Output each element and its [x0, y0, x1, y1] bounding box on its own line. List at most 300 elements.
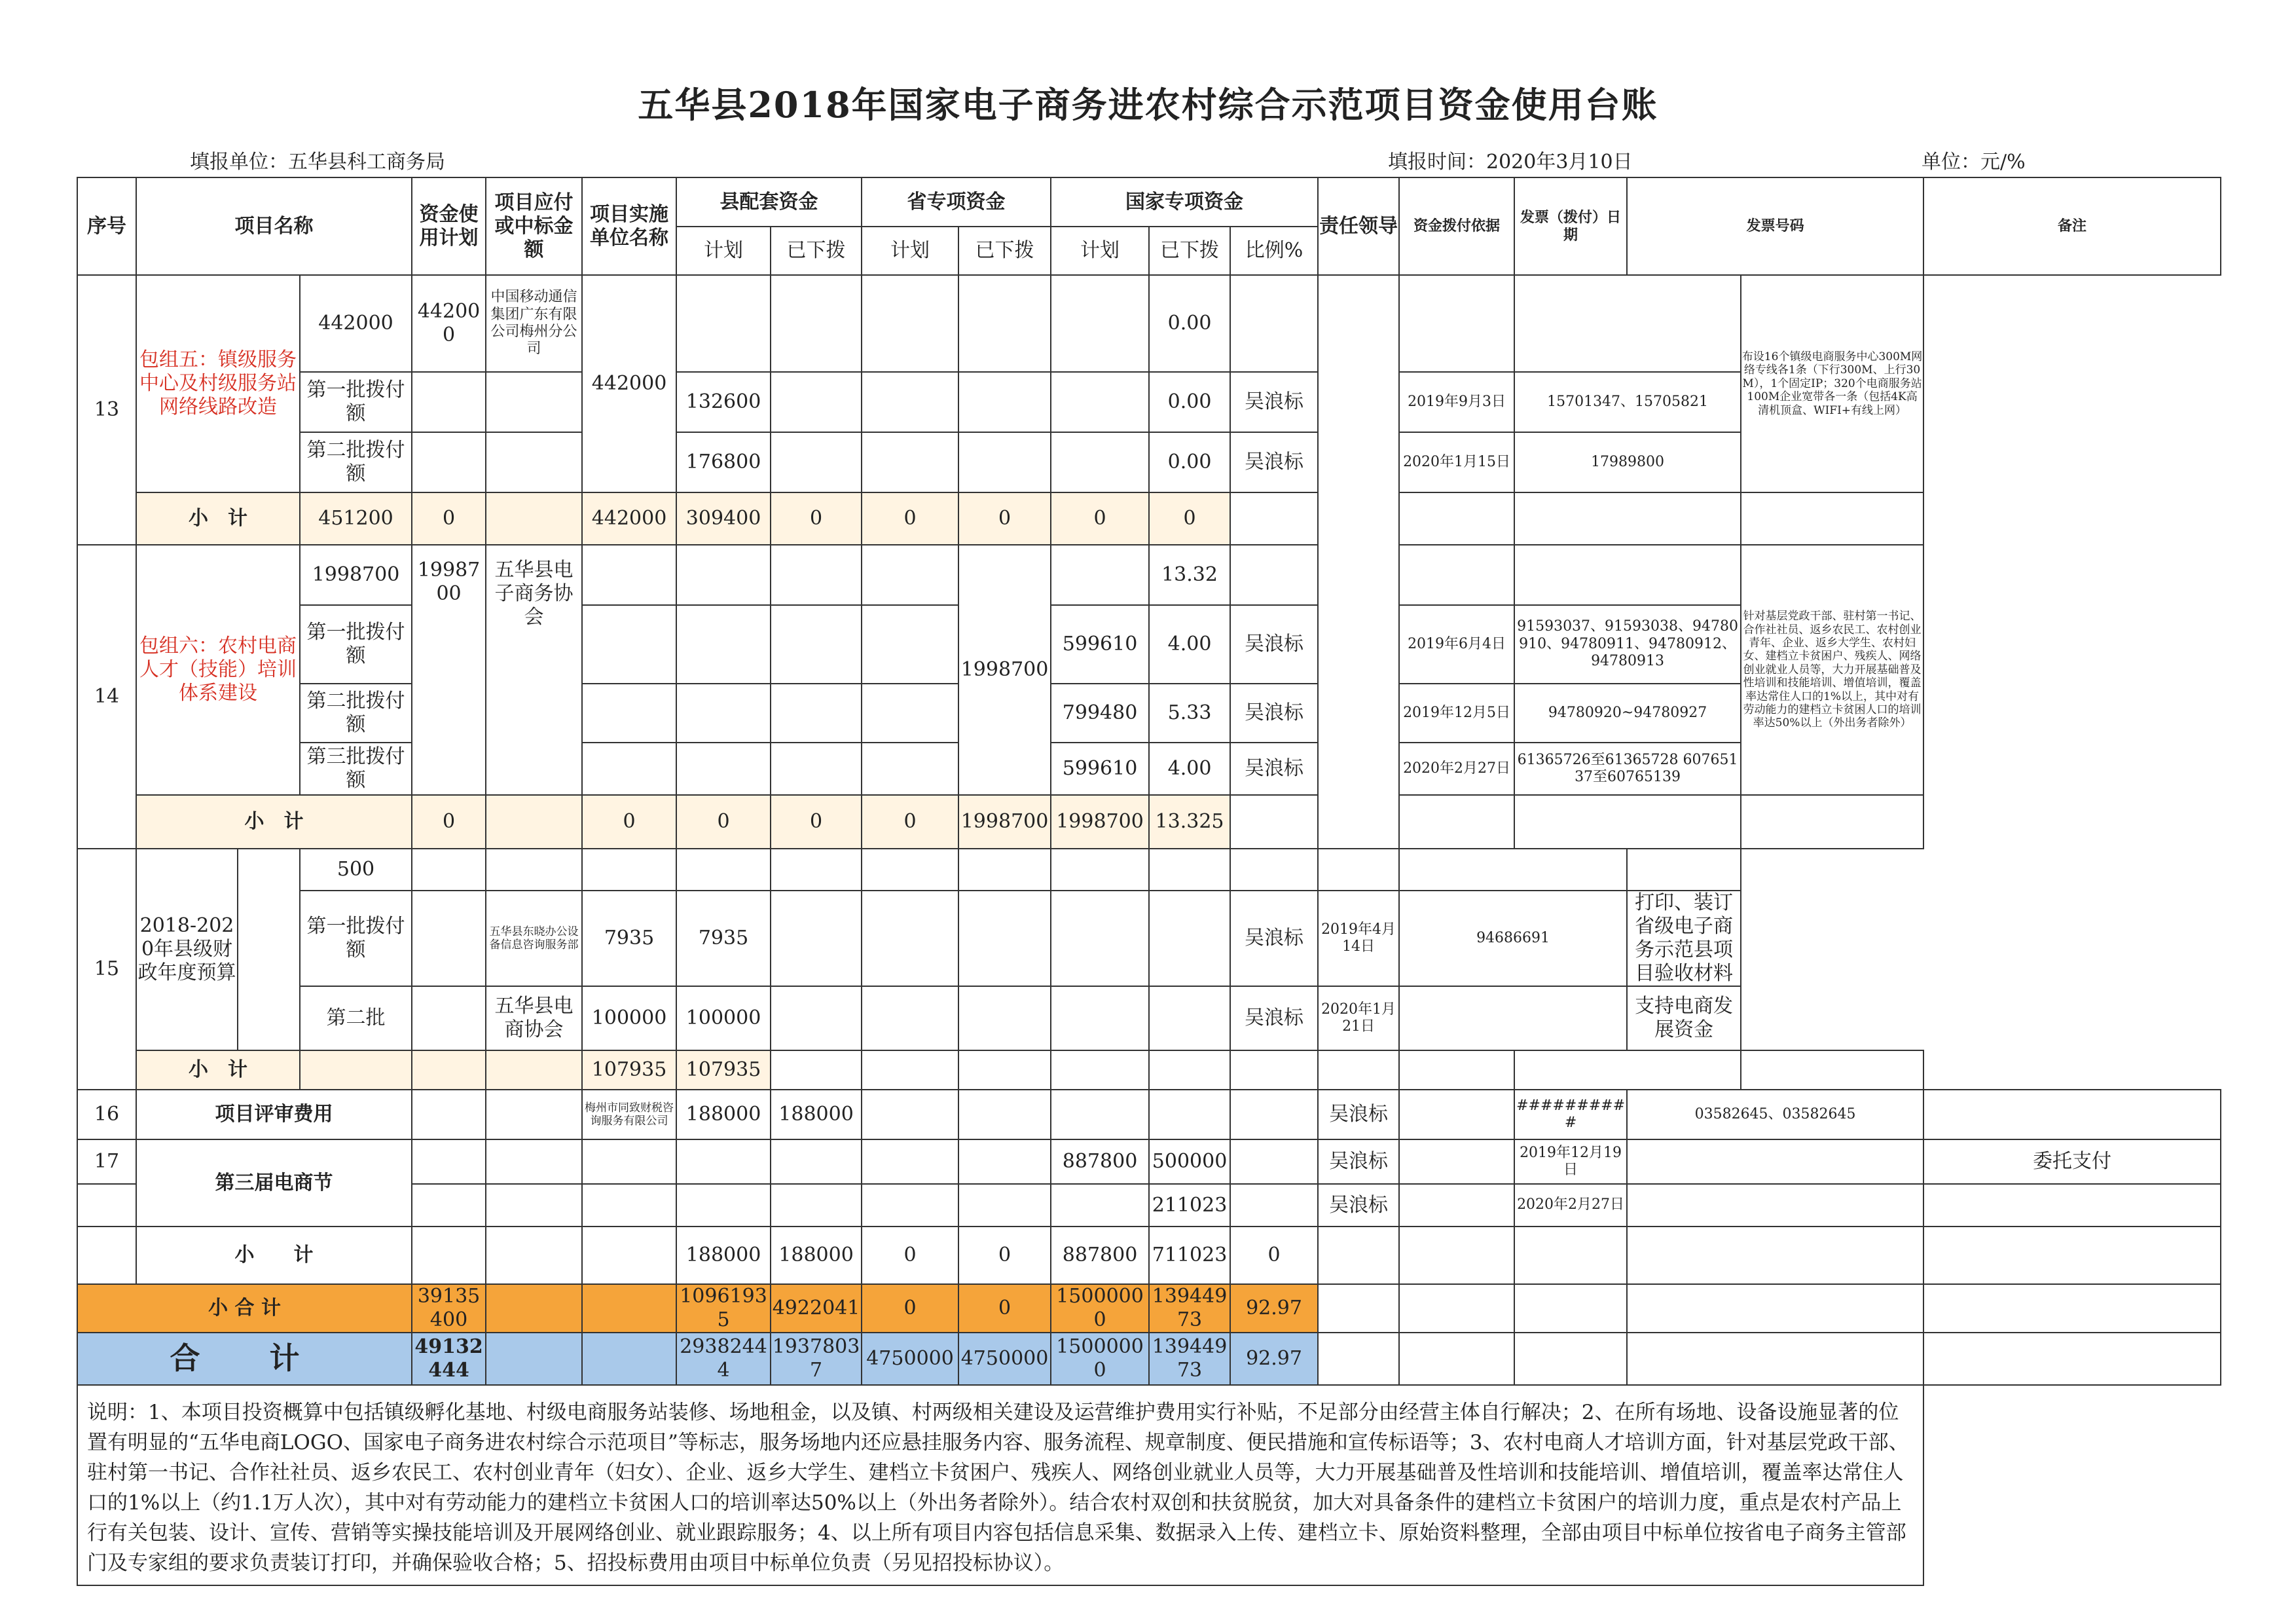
subtotal-16-17-county-alloc: 188000 — [771, 1227, 862, 1284]
header-national: 国家专项资金 — [1051, 177, 1318, 227]
project-14-subtotal-nat-plan: 1998700 — [958, 795, 1051, 849]
project-13-subtotal-prov-alloc: 0 — [862, 492, 958, 545]
project-14-r3-ratio: 5.33 — [1149, 684, 1230, 743]
project-14-remark: 针对基层党政干部、驻村第一书记、合作社社员、返乡农民工、农村创业青年、企业、返乡大学生、农村妇女、建档立卡贫困户、残疾人、网络创业就业人员等，大力开展基础普及性培训和技能培训、增值培训，覆盖率达常住人口的1%以上，其中对有劳动能力的建档立卡贫困人口的培训率达50%以上（外出务者除外） — [1741, 545, 1923, 795]
project-15-subtotal-county-plan: 107935 — [582, 1050, 676, 1090]
grand-subtotal-prov-alloc: 0 — [958, 1284, 1051, 1333]
cell — [676, 743, 771, 795]
cell — [862, 432, 958, 492]
cell — [862, 986, 958, 1050]
cell — [1627, 1284, 1923, 1333]
cell — [486, 795, 582, 849]
cell — [1399, 849, 1627, 891]
project-13-subtotal-contract: 0 — [412, 492, 486, 545]
project-13-subtotal-county-plan: 442000 — [582, 492, 676, 545]
cell — [1514, 492, 1741, 545]
project-14-r2-date: 2019年6月4日 — [1399, 605, 1514, 684]
project-15-r2-county-alloc: 7935 — [676, 891, 771, 986]
project-14-r3-alloc: 799480 — [1051, 684, 1149, 743]
cell — [1051, 1050, 1149, 1090]
project-14-r3-label: 第二批拨付额 — [300, 684, 412, 743]
project-13-subtotal-nat-plan: 0 — [958, 492, 1051, 545]
cell — [1051, 275, 1149, 372]
fill-unit: 填报单位：五华县科工商务局 — [190, 151, 445, 174]
project-14-impl: 五华县电子商务协会 — [486, 545, 582, 795]
grand-subtotal-nat-plan: 15000000 — [1051, 1284, 1149, 1333]
subtotal-16-17-prov-plan: 0 — [862, 1227, 958, 1284]
cell — [1514, 1284, 1627, 1333]
cell — [412, 1184, 486, 1227]
cell — [1514, 795, 1741, 849]
cell — [1627, 849, 1741, 891]
funding-basis-cell — [1318, 275, 1399, 849]
cell — [1051, 545, 1149, 605]
cell — [582, 1284, 676, 1333]
cell — [862, 605, 958, 684]
project-14-r2-label: 第一批拨付额 — [300, 605, 412, 684]
cell — [486, 1050, 582, 1090]
cell — [1230, 1139, 1318, 1184]
project-15-r3-label: 第二批 — [300, 986, 412, 1050]
cell — [1318, 1333, 1399, 1385]
project-15-r3-leader: 吴浪标 — [1230, 986, 1318, 1050]
project-14-subtotal-prov-plan: 0 — [771, 795, 862, 849]
cell — [412, 1227, 486, 1284]
cell — [862, 891, 958, 986]
cell — [582, 743, 676, 795]
project-17-seq: 17 — [77, 1139, 136, 1184]
project-14-r4-invoice: 61365726至61365728 60765137至60765139 — [1514, 743, 1741, 795]
cell — [486, 432, 582, 492]
project-14-subtotal-county-plan: 0 — [582, 795, 676, 849]
project-13-subtotal-plan: 451200 — [300, 492, 412, 545]
cell — [1051, 891, 1149, 986]
page-title: 五华县2018年国家电子商务进农村综合示范项目资金使用台账 — [638, 84, 1658, 126]
project-13-seq: 13 — [77, 275, 136, 545]
header-province-alloc: 已下拨 — [958, 227, 1051, 275]
cell — [1318, 1050, 1399, 1090]
cell — [862, 275, 958, 372]
project-15-r3-impl: 五华县电商协会 — [486, 986, 582, 1050]
cell — [77, 1184, 136, 1227]
cell — [486, 1333, 582, 1385]
header-national-alloc: 已下拨 — [1149, 227, 1230, 275]
cell — [771, 849, 862, 891]
project-13-r2-ratio: 0.00 — [1149, 372, 1230, 432]
cell — [1230, 492, 1318, 545]
header-seq: 序号 — [77, 177, 136, 275]
cell — [412, 1050, 486, 1090]
cell — [486, 1284, 582, 1333]
cell — [1051, 372, 1149, 432]
unit-label: 单位：元/% — [1922, 151, 2026, 174]
cell — [1923, 1090, 2221, 1139]
project-13-r2-date: 2019年9月3日 — [1399, 372, 1514, 432]
cell — [412, 372, 486, 432]
cell — [1051, 849, 1149, 891]
cell — [1627, 1139, 1923, 1184]
project-14-r2-alloc: 599610 — [1051, 605, 1149, 684]
cell — [1923, 1227, 2221, 1284]
cell — [862, 1090, 958, 1139]
project-14-r3-leader: 吴浪标 — [1230, 684, 1318, 743]
project-13-ratio: 0.00 — [1149, 275, 1230, 372]
cell — [1741, 492, 1923, 545]
project-15-r2-date: 2019年4月14日 — [1318, 891, 1399, 986]
project-15-r2-impl: 五华县东晓办公设备信息咨询服务部 — [486, 891, 582, 986]
cell — [958, 432, 1051, 492]
cell — [1051, 432, 1149, 492]
project-14-subtotal-nat-alloc: 1998700 — [1051, 795, 1149, 849]
cell — [412, 891, 486, 986]
header-county-alloc: 已下拨 — [771, 227, 862, 275]
project-14-r4-label: 第三批拨付额 — [300, 743, 412, 795]
grand-subtotal-nat-alloc: 13944973 — [1149, 1284, 1230, 1333]
project-13-subtotal-county-alloc: 309400 — [676, 492, 771, 545]
cell — [1149, 849, 1230, 891]
cell — [771, 432, 862, 492]
cell — [771, 1184, 862, 1227]
project-13-subtotal-prov-plan: 0 — [771, 492, 862, 545]
project-15-r3-county-plan: 100000 — [582, 986, 676, 1050]
project-15-r3-remark: 支持电商发展资金 — [1627, 986, 1741, 1050]
cell — [1514, 275, 1741, 372]
project-17-r1-nat-plan: 887800 — [1051, 1139, 1149, 1184]
cell — [412, 849, 486, 891]
cell — [676, 849, 771, 891]
cell — [582, 545, 676, 605]
cell — [1399, 1227, 1514, 1284]
cell — [958, 275, 1051, 372]
project-14-r2-invoice: 91593037、91593038、94780910、94780911、94780912、94780913 — [1514, 605, 1741, 684]
header-name: 项目名称 — [136, 177, 412, 275]
cell — [1230, 1184, 1318, 1227]
project-14-contract: 1998700 — [412, 545, 486, 795]
cell — [1051, 986, 1149, 1050]
cell — [862, 1139, 958, 1184]
project-17-r2-date: 2020年2月27日 — [1514, 1184, 1627, 1227]
cell — [486, 492, 582, 545]
cell — [486, 1090, 582, 1139]
header-county-plan: 计划 — [676, 227, 771, 275]
project-13-name: 包组五：镇级服务中心及村级服务站网络线路改造 — [136, 275, 300, 492]
project-16-impl: 梅州市同致财税咨询服务有限公司 — [582, 1090, 676, 1139]
grand-total-county-alloc: 19378037 — [771, 1333, 862, 1385]
cell — [1514, 1227, 1627, 1284]
cell — [1399, 275, 1514, 372]
cell — [862, 372, 958, 432]
header-province: 省专项资金 — [862, 177, 1051, 227]
cell — [1399, 1139, 1514, 1184]
project-17-r2-nat-alloc: 211023 — [1149, 1184, 1230, 1227]
fill-time: 填报时间：2020年3月10日 — [1388, 151, 1633, 174]
header-leader: 责任领导 — [1318, 177, 1399, 275]
project-15-r2-label: 第一批拨付额 — [300, 891, 412, 986]
project-13-r3-leader: 吴浪标 — [1230, 432, 1318, 492]
cell — [771, 545, 862, 605]
project-15-r2-county-plan: 7935 — [582, 891, 676, 986]
grand-subtotal-label: 小 合 计 — [77, 1284, 412, 1333]
grand-subtotal-prov-plan: 0 — [862, 1284, 958, 1333]
project-13-r2-invoice: 15701347、15705821 — [1514, 372, 1741, 432]
cell — [582, 849, 676, 891]
project-16-name: 项目评审费用 — [136, 1090, 412, 1139]
cell — [676, 684, 771, 743]
project-16-date: ########## — [1514, 1090, 1627, 1139]
header-basis: 资金拨付依据 — [1399, 177, 1514, 275]
project-14-subtotal-ratio: 13.325 — [1149, 795, 1230, 849]
cell — [676, 275, 771, 372]
cell — [1230, 795, 1318, 849]
project-14-r4-leader: 吴浪标 — [1230, 743, 1318, 795]
project-13-r3-alloc: 176800 — [676, 432, 771, 492]
subtotal-16-17-nat-alloc: 711023 — [1149, 1227, 1230, 1284]
project-14-r2-leader: 吴浪标 — [1230, 605, 1318, 684]
project-13-subtotal-label: 小 计 — [136, 492, 300, 545]
project-16-seq: 16 — [77, 1090, 136, 1139]
cell — [412, 1139, 486, 1184]
project-14-r3-invoice: 94780920~94780927 — [1514, 684, 1741, 743]
cell — [862, 684, 958, 743]
cell — [238, 849, 300, 1050]
subtotal-16-17-prov-alloc: 0 — [958, 1227, 1051, 1284]
cell — [1514, 545, 1741, 605]
cell — [958, 1184, 1051, 1227]
project-14-plan: 1998700 — [300, 545, 412, 605]
cell — [1627, 1333, 1923, 1385]
project-15-r3-county-alloc: 100000 — [676, 986, 771, 1050]
grand-subtotal-plan: 39135400 — [412, 1284, 486, 1333]
cell — [1051, 1184, 1149, 1227]
cell — [862, 743, 958, 795]
header-impl: 项目实施单位名称 — [582, 177, 676, 275]
project-14-r4-date: 2020年2月27日 — [1399, 743, 1514, 795]
subtotal-16-17-county-plan: 188000 — [676, 1227, 771, 1284]
cell — [1399, 1090, 1514, 1139]
project-17-r1-remark: 委托支付 — [1923, 1139, 2221, 1184]
grand-subtotal-ratio: 92.97 — [1230, 1284, 1318, 1333]
project-16-invoice: 03582645、03582645 — [1627, 1090, 1923, 1139]
cell — [1923, 1184, 2221, 1227]
project-13-r2-alloc: 132600 — [676, 372, 771, 432]
grand-subtotal-county-plan: 10961935 — [676, 1284, 771, 1333]
cell — [1923, 1284, 2221, 1333]
cell — [1399, 795, 1514, 849]
cell — [77, 1227, 136, 1284]
header-county: 县配套资金 — [676, 177, 862, 227]
cell — [771, 986, 862, 1050]
project-14-r4-ratio: 4.00 — [1149, 743, 1230, 795]
cell — [412, 432, 486, 492]
project-14-subtotal-prov-alloc: 0 — [862, 795, 958, 849]
project-15-r1-plan: 500 — [300, 849, 412, 891]
grand-total-ratio: 92.97 — [1230, 1333, 1318, 1385]
project-14-r3-date: 2019年12月5日 — [1399, 684, 1514, 743]
cell — [1149, 891, 1230, 986]
project-15-subtotal-county-alloc: 107935 — [676, 1050, 771, 1090]
project-14-seq: 14 — [77, 545, 136, 849]
cell — [958, 849, 1051, 891]
cell — [771, 891, 862, 986]
cell — [771, 275, 862, 372]
cell — [1399, 1284, 1514, 1333]
cell — [1399, 1184, 1514, 1227]
project-16-leader: 吴浪标 — [1318, 1090, 1399, 1139]
project-15-r3-date: 2020年1月21日 — [1318, 986, 1399, 1050]
grand-total-nat-alloc: 13944973 — [1149, 1333, 1230, 1385]
project-17-r2-leader: 吴浪标 — [1318, 1184, 1399, 1227]
cell — [300, 1050, 412, 1090]
cell — [958, 1090, 1051, 1139]
project-13-r2-label: 第一批拨付额 — [300, 372, 412, 432]
cell — [1399, 492, 1514, 545]
ledger-table — [77, 177, 2221, 1586]
cell — [1399, 986, 1627, 1050]
cell — [676, 1184, 771, 1227]
project-14-subtotal-county-alloc: 0 — [676, 795, 771, 849]
cell — [771, 1139, 862, 1184]
cell — [486, 372, 582, 432]
project-13-impl: 中国移动通信集团广东有限公司梅州分公司 — [486, 275, 582, 372]
cell — [582, 684, 676, 743]
project-14-nat-plan: 1998700 — [958, 545, 1051, 795]
cell — [771, 684, 862, 743]
cell — [412, 986, 486, 1050]
project-17-r1-leader: 吴浪标 — [1318, 1139, 1399, 1184]
cell — [582, 605, 676, 684]
cell — [1627, 1227, 1923, 1284]
cell — [582, 1227, 676, 1284]
cell — [1149, 986, 1230, 1050]
cell — [862, 1050, 958, 1090]
grand-total-county-plan: 29382444 — [676, 1333, 771, 1385]
cell — [1230, 849, 1318, 891]
grand-total-prov-alloc: 4750000 — [958, 1333, 1051, 1385]
cell — [1230, 1050, 1318, 1090]
cell — [862, 545, 958, 605]
subtotal-16-17-nat-plan: 887800 — [1051, 1227, 1149, 1284]
project-16-county-plan: 188000 — [676, 1090, 771, 1139]
grand-subtotal-county-alloc: 4922041 — [771, 1284, 862, 1333]
project-13-subtotal-nat-alloc: 0 — [1051, 492, 1149, 545]
cell — [1230, 545, 1318, 605]
header-invoice-date: 发票（拨付）日期 — [1514, 177, 1627, 275]
cell — [958, 1050, 1051, 1090]
project-13-contract: 442000 — [412, 275, 486, 372]
cell — [1230, 275, 1318, 372]
cell — [676, 545, 771, 605]
project-14-r2-ratio: 4.00 — [1149, 605, 1230, 684]
project-13-remark: 布设16个镇级电商服务中心300M网络专线各1条（下行300M、上行30M），1个固定IP；320个电商服务站100M企业宽带各一条（包括4K高清机顶盒、WIFI+有线上网） — [1741, 275, 1923, 492]
cell — [486, 1227, 582, 1284]
cell — [771, 605, 862, 684]
header-contract: 项目应付或中标金额 — [486, 177, 582, 275]
cell — [771, 743, 862, 795]
cell — [582, 1184, 676, 1227]
header-invoice-no: 发票号码 — [1627, 177, 1923, 275]
cell — [1318, 849, 1399, 891]
cell — [958, 372, 1051, 432]
project-13-subtotal-ratio: 0 — [1149, 492, 1230, 545]
cell — [1514, 1050, 1741, 1090]
cell — [486, 1139, 582, 1184]
project-13-county-plan: 442000 — [582, 275, 676, 492]
cell — [582, 1333, 676, 1385]
project-15-r2-remark: 打印、装订省级电子商务示范县项目验收材料 — [1627, 891, 1741, 986]
cell — [862, 1184, 958, 1227]
cell — [958, 891, 1051, 986]
project-14-subtotal-label: 小 计 — [136, 795, 412, 849]
project-15-subtotal-label: 小 计 — [136, 1050, 300, 1090]
project-13-plan: 442000 — [300, 275, 412, 372]
project-13-r3-invoice: 17989800 — [1514, 432, 1741, 492]
project-15-name: 2018-2020年县级财政年度预算 — [136, 849, 238, 1050]
cell — [958, 986, 1051, 1050]
explanation-note: 说明：1、本项目投资概算中包括镇级孵化基地、村级电商服务站装修、场地租金，以及镇、村两级相关建设及运营维护费用实行补贴，不足部分由经营主体自行解决；2、在所有场地、设备设施显著的位置有明显的“五华电商LOGO、国家电子商务进农村综合示范项目”等标志，服务场地内还应悬挂服务内容、服务流程、规章制度、便民措施和宣传标语等；3、农村电商人才培训方面，针对基层党政干部、驻村第一书记、合作社社员、返乡农民工、农村创业青年（妇女）、企业、返乡大学生、建档立卡贫困户、残疾人、网络创业就业人员等，大力开展基础普及性培训和技能培训、增值培训，覆盖率达常住人口的1%以上（约1.1万人次），其中对有劳动能力的建档立卡贫困人口的培训率达50%以上（外出务者除外）。结合农村双创和扶贫脱贫，加大对具备条件的建档立卡贫困户的培训力度，重点是农村产品上行有关包装、设计、宣传、营销等实操技能培训及开展网络创业、就业跟踪服务；4、以上所有项目内容包括信息采集、数据录入上传、建档立卡、原始资料整理，全部由项目中标单位按省电子商务主管部门及专家组的要求负责装订打印，并确保验收合格；5、招投标费用由项目中标单位负责（另见招投标协议）。 — [77, 1385, 1923, 1585]
project-14-r4-alloc: 599610 — [1051, 743, 1149, 795]
project-13-r2-leader: 吴浪标 — [1230, 372, 1318, 432]
project-14-subtotal-contract: 0 — [412, 795, 486, 849]
cell — [676, 1139, 771, 1184]
cell — [1741, 795, 1923, 849]
cell — [412, 1090, 486, 1139]
cell — [676, 605, 771, 684]
cell — [1149, 1050, 1230, 1090]
grand-total-nat-plan: 15000000 — [1051, 1333, 1149, 1385]
cell — [1149, 1090, 1230, 1139]
cell — [486, 849, 582, 891]
project-13-r3-label: 第二批拨付额 — [300, 432, 412, 492]
cell — [1399, 1050, 1514, 1090]
project-13-r3-ratio: 0.00 — [1149, 432, 1230, 492]
grand-total-prov-plan: 4750000 — [862, 1333, 958, 1385]
cell — [1318, 1284, 1399, 1333]
cell — [771, 1050, 862, 1090]
cell — [582, 1139, 676, 1184]
header-national-plan: 计划 — [1051, 227, 1149, 275]
header-national-ratio: 比例% — [1230, 227, 1318, 275]
grand-total-label: 合 计 — [77, 1333, 412, 1385]
cell — [1399, 545, 1514, 605]
cell — [1318, 1227, 1399, 1284]
cell — [1923, 1333, 2221, 1385]
cell — [958, 1139, 1051, 1184]
cell — [1051, 1090, 1149, 1139]
cell — [486, 1184, 582, 1227]
project-14-r1-ratio: 13.32 — [1149, 545, 1230, 605]
cell — [1627, 1184, 1923, 1227]
grand-total-plan: 49132444 — [412, 1333, 486, 1385]
project-15-r2-leader: 吴浪标 — [1230, 891, 1318, 986]
subtotal-16-17-ratio: 0 — [1230, 1227, 1318, 1284]
cell — [862, 849, 958, 891]
project-17-r1-date: 2019年12月19日 — [1514, 1139, 1627, 1184]
project-13-r3-date: 2020年1月15日 — [1399, 432, 1514, 492]
project-15-seq: 15 — [77, 849, 136, 1090]
cell — [1230, 1090, 1318, 1139]
project-14-name: 包组六：农村电商人才（技能）培训体系建设 — [136, 545, 300, 795]
cell — [1741, 1050, 1923, 1090]
header-plan: 资金使用计划 — [412, 177, 486, 275]
project-15-r2-invoice: 94686691 — [1399, 891, 1627, 986]
cell — [1514, 1333, 1627, 1385]
subtotal-16-17-label: 小 计 — [136, 1227, 412, 1284]
header-province-plan: 计划 — [862, 227, 958, 275]
project-16-county-alloc: 188000 — [771, 1090, 862, 1139]
cell — [1399, 1333, 1514, 1385]
project-17-r1-nat-alloc: 500000 — [1149, 1139, 1230, 1184]
cell — [771, 372, 862, 432]
